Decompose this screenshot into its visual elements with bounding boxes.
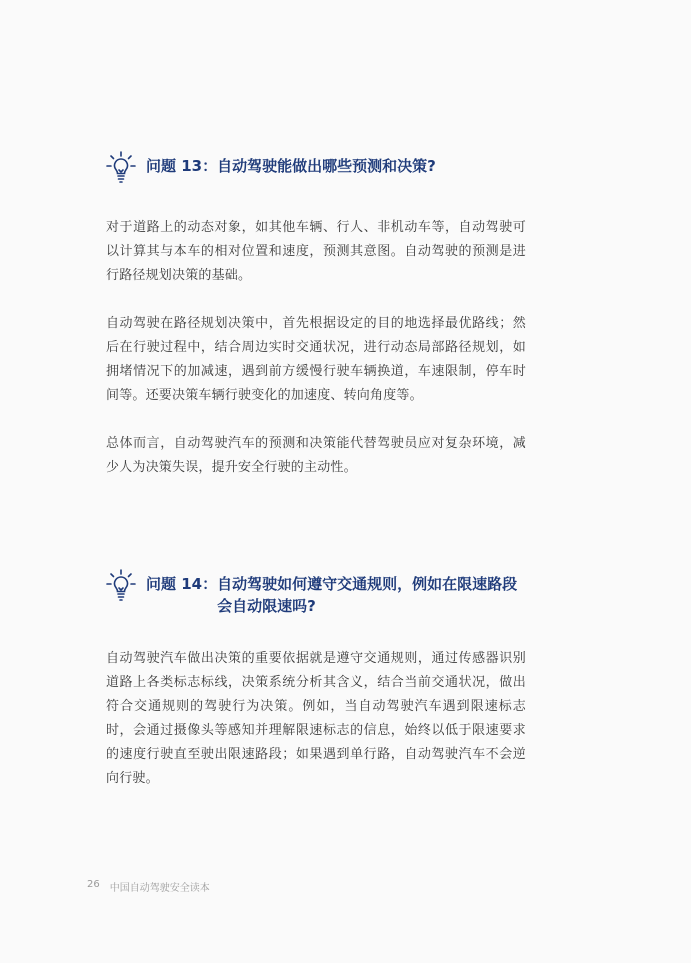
question-heading [146,155,436,177]
question-header [106,573,526,617]
paragraph: 对于道路上的动态对象，如其他车辆、行人、非机动车等，自动驾驶可以计算其与本车的相对位置和速度，预测其意图。自动驾驶的预测是进行路径规划决策的基础。 [106,220,526,283]
question-number: 问题 13： [146,157,218,175]
question-header [106,155,526,185]
question-heading [146,573,526,617]
question-title: 自动驾驶如何遵守交通规则，例如在限速路段会自动限速吗? [217,575,518,615]
paragraph: 总体而言，自动驾驶汽车的预测和决策能代替驾驶员应对复杂环境，减少人为决策失误，提升安全行驶的主动性。 [106,436,526,475]
paragraph: 自动驾驶汽车做出决策的重要依据就是遵守交通规则，通过传感器识别道路上各类标志标线，决策系统分析其含义，结合当前交通状况，做出符合交通规则的驾驶行为决策。例如，当自动驾驶汽车遇到限速标志时，会通过摄像头等感知并理解限速标志的信息，始终以低于限速要求的速度行驶直至驶出限速路段；如果遇到单行路，自动驾驶汽车不会逆向行驶。 [106,651,526,786]
paragraph: 自动驾驶在路径规划决策中，首先根据设定的目的地选择最优路线；然后在行驶过程中，结合周边实时交通状况，进行动态局部路径规划，如拥堵情况下的加减速，遇到前方缓慢行驶车辆换道，车速限制，停车时间等。还要决策车辆行驶变化的加速度、转向角度等。 [106,316,526,403]
question-section-13 [106,155,526,480]
page-number: 26 [87,879,100,890]
question-number: 问题 14： [146,575,218,593]
question-section-14 [106,573,526,791]
question-title: 自动驾驶能做出哪些预测和决策? [217,157,436,175]
lightbulb-icon [106,569,136,603]
page-footer [87,879,210,894]
book-title: 中国自动驾驶安全读本 [109,883,210,894]
lightbulb-icon [106,151,136,185]
